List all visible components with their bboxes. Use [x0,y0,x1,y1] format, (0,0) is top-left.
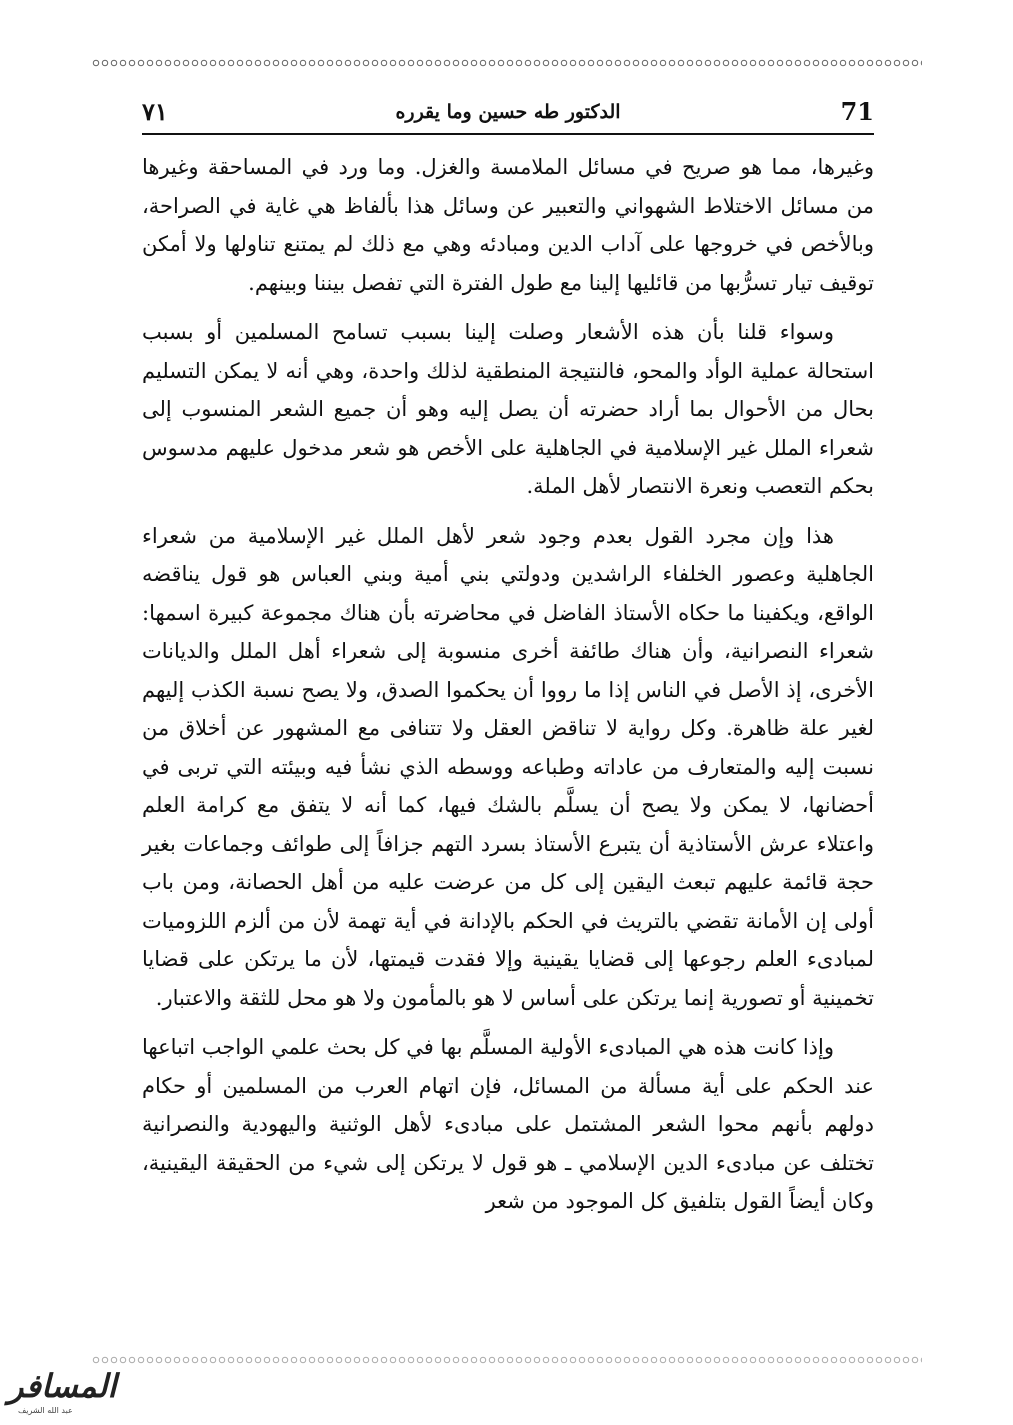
top-decorative-border [92,59,922,68]
page-header [142,95,874,135]
bottom-decorative-border [92,1356,922,1365]
stamp-subtext: عبد الله الشريف [18,1406,73,1415]
header-rule [142,133,874,135]
page-number-latin: 71 [840,97,874,126]
watermark-stamp [4,1368,116,1420]
paragraph-1: وغيرها، مما هو صريح في مسائل الملامسة والغزل. وما ورد في المساحقة وغيرها من مسائل الاختلاط الشهواني والتعبير عن وسائل هذا بألفاظ هي غاية في الصراحة، وبالأخص في خروجها على آداب الدين ومبادئه وهي مع ذلك لم يمتنع تناولها ولا أمكن توقيف تيار تسرُّبها من قائليها إلينا مع طول الفترة التي تفصل بيننا وبينهم. [142,155,874,295]
paragraph-3: هذا وإن مجرد القول بعدم وجود شعر لأهل الملل غير الإسلامية من شعراء الجاهلية وعصور الخلفاء الراشدين ودولتي بني أمية وبني العباس هو قول يناقضه الواقع، ويكفينا ما حكاه الأستاذ الفاضل في محاضرته بأن هناك مجموعة كبيرة اسمها: شعراء النصرانية، وأن هناك طائفة أخرى منسوبة إلى شعراء أهل الملل والديانات الأخرى، إذ الأصل في الناس إذا ما رووا أن يحكموا الصدق، ولا يصح نسبة الكذب إليهم لغير علة ظاهرة. وكل رواية لا تناقض العقل ولا تتنافى مع المشهور عن أخلاق من نسبت إليه والمتعارف من عاداته وطباعه ووسطه الذي نشأ فيه وبيئته التي تربى في أحضانها، لا يمكن ولا يصح أن يسلَّم بالشك فيها، كما أنه لا يتفق مع كرامة العلم واعتلاء عرش الأستاذية أن يتبرع الأستاذ بسرد التهم جزافاً إلى طوائف وجماعات بغير حجة قائمة عليهم تبعث اليقين إلى كل من عرضت عليه من أهل الحصانة، ومن باب أولى إن الأمانة تقضي بالتريث في الحكم بالإدانة في أية تهمة لأن من ألزم اللزوميات لمبادىء العلم رجوعها إلى قضايا يقينية وإلا فقدت قيمتها، لأن ما يرتكن على قضايا تخمينية أو تصورية إنما يرتكن على أساس لا هو بالمأمون ولا هو محل للثقة والاعتبار. [142,523,874,1010]
body-text [142,148,874,1232]
paragraph-4: وإذا كانت هذه هي المبادىء الأولية المسلَّم بها في كل بحث علمي الواجب اتباعها عند الحكم على أية مسألة من المسائل، فإن اتهام العرب من المسلمين أو حكام دولهم بأنهم محوا الشعر المشتمل على مبادىء لأهل الوثنية واليهودية والنصرانية تختلف عن مبادىء الدين الإسلامي ـ هو قول لا يرتكن إلى شيء من الحقيقة اليقينية، وكان أيضاً القول بتلفيق كل الموجود من شعر [142,1035,874,1213]
running-title: الدكتور طه حسين وما يقرره [395,101,621,123]
paragraph-2: وسواء قلنا بأن هذه الأشعار وصلت إلينا بسبب تسامح المسلمين أو بسبب استحالة عملية الوأد والمحو، فالنتيجة المنطقية لذلك واحدة، وهي أنه لا يمكن التسليم بحال من الأحوال بما أراد حضرته أن يصل إليه وهو أن جميع الشعر المنسوب إلى شعراء الملل غير الإسلامية في الجاهلية على الأخص هو شعر مدخول عليهم مدسوس بحكم التعصب ونعرة الانتصار لأهل الملة. [142,320,874,498]
page-number-arabic: ٧١ [142,97,168,126]
stamp-text: المسافر [8,1367,117,1405]
